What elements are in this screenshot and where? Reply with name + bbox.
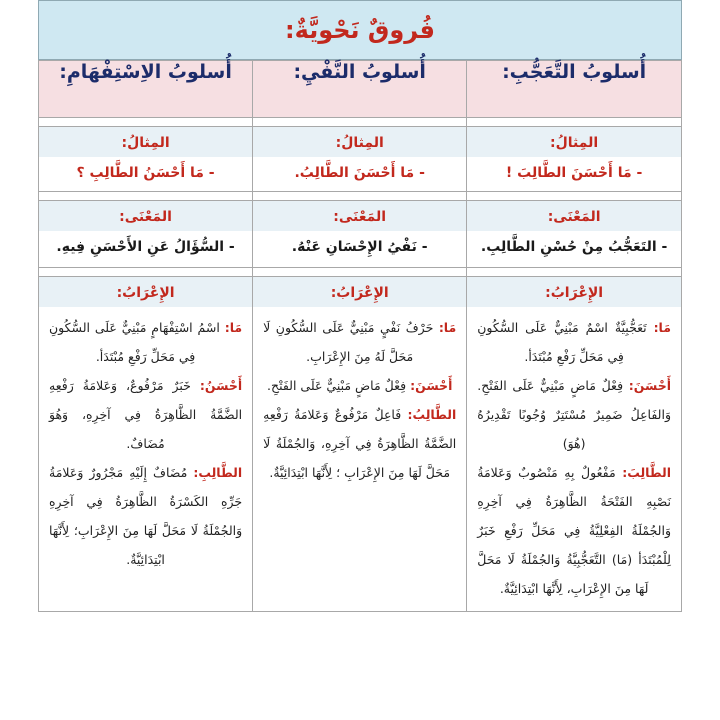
irab-text [467,307,681,611]
irab-row [39,277,682,612]
meaning-text: - السُّؤَالُ عَنِ الأَحْسَنِ فِيهِ. [56,239,235,255]
irab-keyword: مَا: [224,320,243,335]
irab-keyword: أَحْسَنَ: [410,378,453,393]
irab-body: حَرْفُ نَفْيٍ مَبْنِيٌّ عَلَى السُّكُونِ لَا مَحَلَّ لَهُ مِنَ الإِعْرَابِ. [263,320,439,364]
irab-keyword: مَا: [653,320,671,335]
column-header-interrogation [39,61,253,118]
header-row [39,61,682,118]
title-bar [38,0,682,60]
example-cell [467,127,682,192]
page-title: فُروقٌ نَحْويَّةٌ: [285,16,435,44]
irab-label: الإِعْرَابُ: [39,277,252,307]
comparison-table [38,60,682,612]
irab-label: الإِعْرَابُ: [253,277,466,307]
irab-text [39,307,252,582]
meaning-cell [467,201,682,268]
meaning-label: المَعْنَى: [467,201,681,231]
example-label: المِثالُ: [39,127,252,157]
irab-body: فَاعِلٌ مَرْفُوعٌ وَعَلامَةُ رَفْعِهِ الضَّمَّةُ الظَّاهِرَةُ فِي آخِرِهِ، وَالجُمْلَةُ لَا مَحَلَّ لَهَا مِنَ الإِعْرَابِ ؛ لِأَنَّهَا ابْتِدَائِيَّةٌ. [263,407,457,480]
irab-label: الإِعْرَابُ: [467,277,681,307]
irab-keyword: الطَّالِبِ: [193,465,243,480]
column-header-exclamation [467,61,682,118]
irab-cell [253,277,467,612]
irab-body: مُضَافٌ إِلَيْهِ مَجْرُورٌ وَعَلامَةُ جَرِّهِ الكَسْرَةُ الظَّاهِرَةُ فِي آخِرِهِ وَالجُمْلَةُ لَا مَحَلَّ لَهَا مِنَ الإِعْرَابِ؛ لِأَنَّهَا ابْتِدَائِيَّةٌ. [49,465,243,567]
irab-text [253,307,466,495]
meaning-label: المَعْنَى: [253,201,466,231]
column-header-negation [253,61,467,118]
header-text: أُسلوبُ التَّعَجُّبِ: [502,61,647,83]
irab-body: مَفْعُولٌ بِهِ مَنْصُوبٌ وَعَلامَةُ نَصْبِهِ الفَتْحَةُ الظَّاهِرَةُ فِي آخِرِهِ وَالجُمْلَةُ الفِعْلِيَّةُ فِي مَحَلِّ رَفْعِ خَبَرٌ لِلْمُبْتَدَأ (مَا) التَّعَجُّبِيَّةُ وَالجُمْلَةُ لَا مَحَلَّ لَهَا مِنَ الإِعْرَابِ، لِأَنَّهَا ابْتِدَائِيَّةٌ. [477,465,671,596]
irab-keyword: الطَّالِبُ: [407,407,457,422]
example-text: - مَا أَحْسَنَ الطَّالِبُ. [294,165,425,181]
example-label: المِثالُ: [253,127,466,157]
meaning-cell [253,201,467,268]
irab-body: تَعَجُّبِيَّةٌ اسْمٌ مَبْنِيٌّ عَلَى السُّكُونِ فِي مَحَلِّ رَفْعِ مُبْتَدَأ. [477,320,654,364]
meaning-cell [39,201,253,268]
header-text: أُسلوبُ الاِسْتِفْهَامِ: [59,61,232,83]
irab-body: خَبَرٌ مَرْفُوعٌ، وَعَلامَةُ رَفْعِهِ الضَّمَّةُ الظَّاهِرَةُ فِي آخِرِهِ، وَهُوَ مُضَافٌ. [49,378,243,451]
irab-cell [39,277,253,612]
irab-keyword: أَحْسَنُ: [199,378,243,393]
example-cell [39,127,253,192]
meaning-row [39,201,682,268]
irab-keyword: الطَّالِبَ: [622,465,671,480]
irab-cell [467,277,682,612]
irab-body: فِعْلٌ مَاضٍ مَبْنِيٌّ عَلَى الفَتْحِ. [267,378,411,393]
meaning-text: - نَفْيُ الإِحْسَانِ عَنْهُ. [291,239,428,255]
irab-body: فِعْلٌ مَاضٍ مَبْنِيٌّ عَلَى الفَتْحِ. وَالفَاعِلُ ضَمِيرٌ مُسْتَتِرٌ وُجُوبًا تَقْدِيرُهُ (هُوَ) [477,378,671,451]
irab-keyword: أَحْسَنَ: [628,378,671,393]
example-cell [253,127,467,192]
example-row [39,127,682,192]
example-label: المِثالُ: [467,127,681,157]
example-text: - مَا أَحْسَنَ الطَّالِبَ ! [505,165,643,181]
meaning-text: - التَعَجُّبُ مِنْ حُسْنِ الطَّالِبِ. [480,239,668,255]
irab-body: اسْمُ اسْتِفْهَامٍ مَبْنِيٌّ عَلَى السُّكُونِ فِي مَحَلِّ رَفْعِ مُبْتَدَأ. [49,320,225,364]
example-text: - مَا أَحْسَنُ الطَّالِبِ ؟ [76,165,215,181]
meaning-label: المَعْنَى: [39,201,252,231]
header-text: أُسلوبُ النَّفْيِ: [293,61,426,83]
irab-keyword: مَا: [438,320,457,335]
